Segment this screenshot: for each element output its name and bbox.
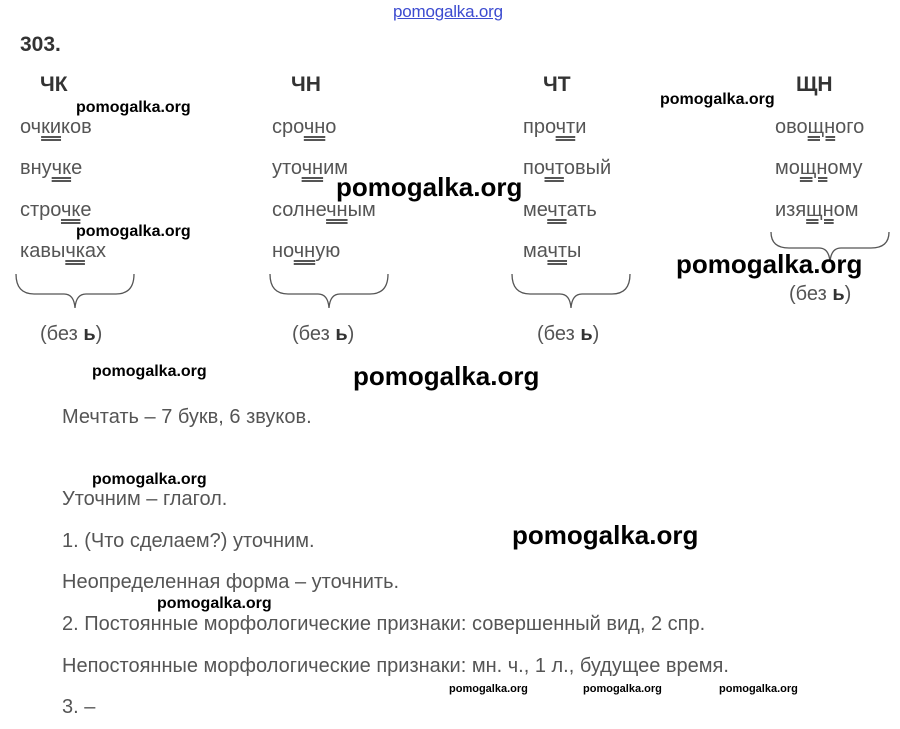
watermark: pomogalka.org — [157, 595, 272, 612]
column-header-cht: ЧТ — [543, 73, 571, 96]
watermark: pomogalka.org — [660, 91, 775, 108]
exercise-number: 303. — [20, 33, 61, 56]
note-no-soft-sign-chn: (без ь) — [292, 323, 355, 345]
watermark: pomogalka.org — [512, 520, 699, 550]
word-ochkov: очкиков — [20, 116, 92, 138]
word-pochtovyy: почтовый — [523, 157, 612, 179]
word-srochno: срочно — [272, 116, 337, 138]
watermark: pomogalka.org — [336, 172, 523, 202]
note-no-soft-sign-chk: (без ь) — [40, 323, 103, 345]
word-ovoshchnogo: овощного — [775, 116, 865, 138]
text-line-question: 1. (Что сделаем?) уточним. — [62, 530, 315, 552]
note-no-soft-sign-cht: (без ь) — [537, 323, 600, 345]
note-no-soft-sign-shchn: (без ь) — [789, 283, 852, 305]
text-line-letters-sounds: Мечтать – 7 букв, 6 звуков. — [62, 406, 312, 428]
brace-cht — [510, 272, 632, 312]
watermark: pomogalka.org — [719, 683, 798, 695]
word-kavychkakh: кавычках — [20, 240, 107, 262]
word-strochke: строчке — [20, 199, 92, 221]
word-prochti: прочти — [523, 116, 587, 138]
watermark: pomogalka.org — [76, 223, 191, 240]
column-header-chk: ЧК — [40, 73, 68, 96]
text-line-variable-features: Непостоянные морфологические признаки: мн. ч., 1 л., будущее время. — [62, 655, 729, 677]
word-vnuchke: внучке — [20, 157, 83, 179]
watermark: pomogalka.org — [92, 471, 207, 488]
watermark: pomogalka.org — [353, 361, 540, 391]
word-machty: мачты — [523, 240, 582, 262]
brace-chn — [268, 272, 390, 312]
word-solnechnym: солнечным — [272, 199, 376, 221]
word-mechtat: мечтать — [523, 199, 597, 221]
word-nochnuyu: ночную — [272, 240, 341, 262]
text-line-constant-features: 2. Постоянные морфологические признаки: совершенный вид, 2 спр. — [62, 613, 706, 635]
watermark: pomogalka.org — [92, 363, 207, 380]
text-line-infinitive: Неопределенная форма – уточнить. — [62, 571, 400, 593]
word-izyashchnom: изящном — [775, 199, 859, 221]
text-line-part-of-speech: Уточним – глагол. — [62, 488, 228, 510]
column-header-shchn: ЩН — [796, 73, 833, 96]
word-moshchnomu: мощному — [775, 157, 863, 179]
column-header-chn: ЧН — [291, 73, 321, 96]
watermark: pomogalka.org — [449, 683, 528, 695]
watermark: pomogalka.org — [583, 683, 662, 695]
text-line-syntax-role: 3. – — [62, 696, 96, 718]
watermark: pomogalka.org — [76, 99, 191, 116]
word-utochnim: уточним — [272, 157, 349, 179]
top-watermark-link[interactable]: pomogalka.org — [393, 2, 503, 21]
watermark: pomogalka.org — [676, 249, 863, 279]
brace-chk — [14, 272, 136, 312]
